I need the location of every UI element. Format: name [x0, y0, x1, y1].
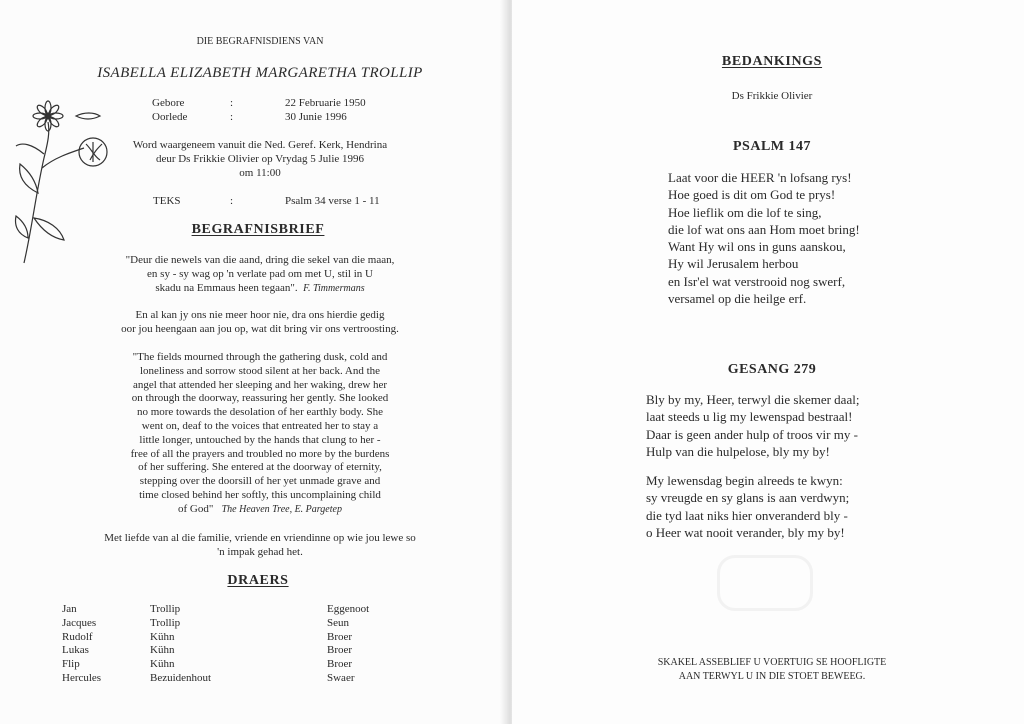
bearer-first-name: Flip	[62, 658, 80, 671]
service-heading: DIE BEGRAFNISDIENS VAN	[196, 36, 324, 47]
service-info-line: Word waargeneem vanuit die Ned. Geref. Kerk, Hendrina	[132, 139, 388, 151]
born-date: 22 Februarie 1950	[285, 97, 366, 109]
quote-line: angel that attended her sleeping and her waking, drew her	[132, 378, 388, 391]
headlights-notice	[512, 656, 1024, 684]
bearer-relation: Seun	[327, 616, 349, 629]
bearers-first-names	[62, 603, 101, 686]
service-info	[60, 139, 460, 180]
bearer-surname: Kühn	[150, 658, 175, 671]
quote-line: skadu na Emmaus heen tegaan".	[155, 281, 298, 294]
bearers-surnames	[150, 603, 211, 686]
quote-line: no more towards the desolation of her earthly body. She	[136, 406, 384, 419]
sermon-text-label: TEKS	[153, 195, 181, 207]
bearer-surname: Trollip	[150, 616, 181, 629]
quote-line: free of all the prayers and troubled no more by the burdens	[130, 447, 390, 460]
bearer-surname: Trollip	[150, 603, 181, 615]
sermon-text-value: Psalm 34 verse 1 - 11	[285, 195, 380, 207]
faded-logo-watermark	[717, 555, 813, 611]
bearer-first-name: Jacques	[62, 616, 97, 629]
deceased-name: ISABELLA ELIZABETH MARGARETHA TROLLIP	[97, 65, 423, 81]
bearer-relation: Broer	[327, 658, 353, 671]
died-label: Oorlede	[152, 111, 188, 123]
flower-decoration-icon	[14, 98, 114, 268]
bearer-relation: Broer	[327, 630, 353, 643]
thanks-heading: BEDANKINGS	[721, 54, 823, 69]
bearer-surname: Kühn	[150, 630, 175, 643]
bearer-relation: Swaer	[327, 671, 355, 684]
hymn-line: Daar is geen ander hulp of troos vir my -	[646, 426, 858, 442]
psalm-line: Hoe goed is dit om God te prys!	[668, 187, 836, 203]
letter-heading: BEGRAFNISBRIEF	[191, 222, 325, 237]
service-info-line: om 11:00	[239, 166, 281, 179]
psalm-line: en Isr'el wat verstrooid nog swerf,	[668, 273, 846, 289]
hymn-title: GESANG 279	[727, 362, 817, 377]
closing-line: 'n impak gehad het.	[217, 545, 303, 558]
bearer-first-name: Rudolf	[62, 630, 93, 643]
hymn-stanza-2	[646, 472, 849, 541]
quote-line: of God"	[178, 502, 214, 515]
quote-line: "Deur die newels van die aand, dring die sekel van die maan,	[125, 254, 395, 266]
psalm-verse	[668, 169, 860, 307]
bearer-first-name: Jan	[62, 603, 77, 615]
intro-line: oor jou heengaan aan jou op, wat dit bring vir ons vertroosting.	[121, 322, 399, 335]
psalm-line: versamel op die heilge erf.	[668, 291, 807, 307]
bearers-heading: DRAERS	[227, 573, 289, 588]
sermon-text-separator: :	[230, 195, 234, 207]
died-separator: :	[230, 111, 234, 123]
quote-line: time closed behind her softly, this uncomplaining child	[139, 488, 381, 501]
quote-line: en sy - sy wag op 'n verlate pad om met U, stil in U	[147, 267, 373, 280]
born-label: Gebore	[152, 97, 185, 109]
hymn-line: sy vreugde en sy glans is aan verdwyn;	[646, 490, 850, 506]
timmermans-quote	[60, 254, 460, 295]
bearer-first-name: Hercules	[62, 671, 102, 684]
quote-line: loneliness and sorrow stood silent at her back. And the	[139, 364, 381, 377]
notice-line: AAN TERWYL U IN DIE STOET BEWEEG.	[678, 670, 866, 682]
intro-line: En al kan jy ons nie meer hoor nie, dra ons hierdie gedig	[135, 309, 385, 321]
psalm-line: Hoe lieflik om die lof te sing,	[668, 204, 822, 220]
bearer-surname: Bezuidenhout	[150, 671, 212, 684]
bearers-relations	[327, 603, 369, 686]
hymn-line: My lewensdag begin alreeds te kwyn:	[646, 473, 843, 488]
quote-line: stepping over the doorsill of her yet unmade grave and	[139, 475, 381, 488]
notice-line: SKAKEL ASSEBLIEF U VOERTUIG SE HOOFLIGTE	[657, 657, 887, 668]
hymn-line: laat steeds u lig my lewenspad bestraal!	[646, 409, 853, 425]
psalm-line: Laat voor die HEER 'n lofsang rys!	[668, 170, 852, 185]
bearer-surname: Kühn	[150, 644, 175, 657]
quote-line: of her suffering. She entered at the doorway of eternity,	[138, 461, 382, 474]
psalm-title: PSALM 147	[733, 139, 811, 154]
service-info-line: deur Ds Frikkie Olivier op Vrydag 5 Julie 1996	[155, 152, 365, 165]
hymn-line: Hulp van die hulpelose, bly my by!	[646, 443, 830, 459]
family-closing	[60, 532, 460, 560]
psalm-line: Want Hy wil ons in guns aanskou,	[668, 239, 846, 255]
hymn-stanza-1	[646, 391, 859, 460]
bearer-relation: Broer	[327, 644, 353, 657]
born-separator: :	[230, 97, 234, 109]
quote-author: F. Timmermans	[303, 282, 365, 294]
right-page	[512, 0, 1024, 724]
quote-source: The Heaven Tree, E. Pargetep	[221, 503, 342, 515]
psalm-line: Hy wil Jerusalem herbou	[668, 256, 799, 272]
bearer-relation: Eggenoot	[327, 603, 370, 615]
quote-line: "The fields mourned through the gathering dusk, cold and	[132, 351, 388, 363]
quote-line: on through the doorway, reassuring her gently. She looked	[131, 392, 389, 405]
heaven-tree-quote	[60, 351, 460, 517]
thanks-name: Ds Frikkie Olivier	[731, 90, 813, 102]
bearer-first-name: Lukas	[62, 644, 89, 657]
left-page	[0, 0, 506, 724]
closing-line: Met liefde van al die familie, vriende en vriendinne op wie jou lewe so	[104, 532, 416, 544]
hymn-line: die tyd laat niks hier onveranderd bly -	[646, 507, 848, 523]
hymn-line: Bly by my, Heer, terwyl die skemer daal;	[646, 392, 860, 407]
hymn-line: o Heer wat nooit verander, bly my by!	[646, 524, 845, 540]
poem-intro	[60, 309, 460, 337]
died-date: 30 Junie 1996	[285, 111, 347, 123]
psalm-line: die lof wat ons aan Hom moet bring!	[668, 221, 860, 237]
quote-line: little longer, untouched by the hands that clung to her -	[139, 433, 381, 446]
quote-line: went on, deaf to the voices that entreated her to stay a	[141, 419, 379, 432]
